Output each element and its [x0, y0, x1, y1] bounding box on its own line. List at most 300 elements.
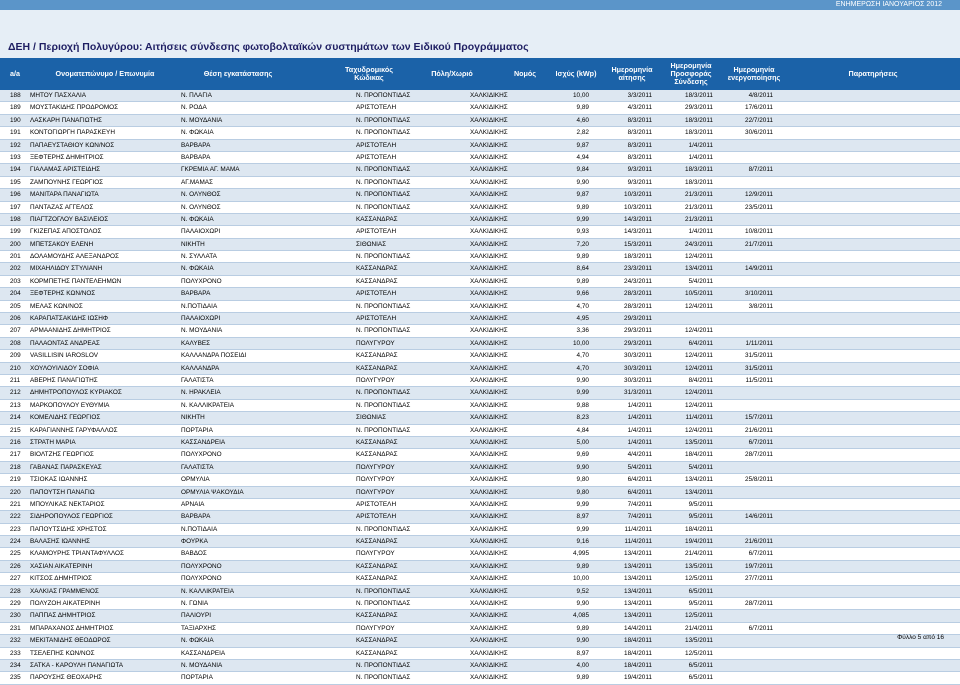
cell-name: ΚΑΡΑΓΙΑΝΝΗΣ ΓΑΡΥΦΑΛΛΟΣ	[30, 426, 118, 434]
cell-name: ΜΑΝΙΤΑΡΑ ΠΑΝΑΓΙΩΤΑ	[30, 191, 99, 199]
cell-prefecture: ΧΑΛΚΙΔΙΚΗΣ	[470, 401, 508, 409]
cell-offer-date: 6/5/2011	[688, 587, 713, 595]
cell-name: ΧΑΣΙΑΝ ΑΙΚΑΤΕΡΙΝΗ	[30, 562, 93, 570]
cell-site: ΠΑΛΑΙΟΧΩΡΙ	[181, 228, 221, 236]
cell-site: ΚΑΣΣΑΝΔΡΕΙΑ	[181, 438, 226, 446]
cell-prefecture: ΧΑΛΚΙΔΙΚΗΣ	[470, 178, 508, 186]
cell-city: Ν. ΠΡΟΠΟΝΤΙΔΑΣ	[356, 116, 411, 124]
cell-aa: 209	[10, 352, 21, 360]
cell-prefecture: ΧΑΛΚΙΔΙΚΗΣ	[470, 141, 508, 149]
cell-site: ΑΡΝΑΙΑ	[181, 500, 205, 508]
cell-aa: 206	[10, 315, 21, 323]
cell-offer-date: 21/4/2011	[685, 624, 713, 632]
cell-power: 4,995	[573, 550, 589, 558]
cell-power: 10,00	[573, 92, 589, 99]
cell-name: ΚΑΡΑΠΑΤΣΑΚΙΔΗΣ ΙΩΣΗΦ	[30, 315, 108, 323]
cell-app-date: 6/4/2011	[627, 488, 652, 496]
cell-prefecture: ΧΑΛΚΙΔΙΚΗΣ	[470, 451, 508, 459]
cell-site: Ν.ΠΟΤΙΔΑΙΑ	[181, 302, 218, 310]
cell-prefecture: ΧΑΛΚΙΔΙΚΗΣ	[470, 513, 508, 521]
cell-power: 9,16	[576, 538, 589, 546]
cell-activation-date: 23/5/2011	[745, 203, 773, 211]
cell-prefecture: ΧΑΛΚΙΔΙΚΗΣ	[470, 562, 508, 570]
cell-aa: 188	[10, 92, 21, 99]
cell-prefecture: ΧΑΛΚΙΔΙΚΗΣ	[470, 215, 508, 223]
cell-offer-date: 12/4/2011	[685, 401, 713, 409]
cell-app-date: 28/3/2011	[624, 290, 652, 298]
table-row	[0, 474, 960, 486]
cell-app-date: 14/4/2011	[624, 624, 652, 632]
cell-power: 4,085	[573, 612, 589, 620]
cell-name: ΞΕΦΤΕΡΗΣ ΔΗΜΗΤΡΙΟΣ	[30, 153, 104, 161]
cell-activation-date: 6/7/2011	[748, 438, 773, 446]
cell-offer-date: 18/3/2011	[685, 116, 713, 124]
cell-power: 9,89	[576, 624, 589, 632]
cell-prefecture: ΧΑΛΚΙΔΙΚΗΣ	[470, 265, 508, 273]
cell-power: 9,89	[576, 562, 589, 570]
cell-prefecture: ΧΑΛΚΙΔΙΚΗΣ	[470, 624, 508, 632]
cell-city: ΚΑΣΣΑΝΔΡΑΣ	[356, 637, 398, 645]
cell-site: ΚΑΛΥΒΕΣ	[181, 339, 211, 347]
cell-aa: 200	[10, 240, 21, 248]
cell-aa: 218	[10, 463, 21, 471]
cell-site: Ν. ΜΟΥΔΑΝΙΑ	[181, 327, 223, 335]
table-row	[0, 363, 960, 375]
cell-app-date: 29/3/2011	[624, 327, 652, 335]
table-row	[0, 115, 960, 127]
cell-site: ΚΑΣΣΑΝΔΡΕΙΑ	[181, 649, 226, 657]
cell-power: 8,97	[576, 513, 589, 521]
cell-aa: 194	[10, 166, 21, 174]
cell-app-date: 18/4/2011	[624, 661, 652, 669]
cell-prefecture: ΧΑΛΚΙΔΙΚΗΣ	[470, 290, 508, 298]
cell-site: Ν. ΚΑΛΛΙΚΡΑΤΕΙΑ	[181, 401, 235, 409]
cell-activation-date: 8/7/2011	[748, 166, 773, 174]
cell-aa: 225	[10, 550, 21, 558]
table-row	[0, 400, 960, 412]
table-row	[0, 586, 960, 598]
cell-aa: 192	[10, 141, 21, 149]
header-app-date: Ημερομηνία αίτησης	[611, 65, 653, 82]
header-prefecture: Νομός	[513, 69, 537, 78]
cell-prefecture: ΧΑΛΚΙΔΙΚΗΣ	[470, 538, 508, 546]
cell-city: ΠΟΛΥΓΥΡΟΥ	[356, 376, 395, 384]
cell-prefecture: ΧΑΛΚΙΔΙΚΗΣ	[470, 153, 508, 161]
cell-name: ΓΚΙΖΕΠΑΣ ΑΠΟΣΤΟΛΟΣ	[30, 228, 102, 236]
cell-name: ΔΗΜΗΤΡΟΠΟΥΛΟΣ ΚΥΡΙΑΚΟΣ	[30, 389, 122, 397]
cell-site: ΝΙΚΗΤΗ	[181, 414, 205, 422]
cell-offer-date: 1/4/2011	[688, 228, 713, 236]
cell-prefecture: ΧΑΛΚΙΔΙΚΗΣ	[470, 649, 508, 657]
cell-name: ΓΙΑΛΑΜΑΣ ΑΡΙΣΤΕΙΔΗΣ	[30, 166, 101, 174]
cell-offer-date: 18/3/2011	[685, 166, 713, 174]
cell-offer-date: 21/3/2011	[685, 215, 713, 223]
cell-prefecture: ΧΑΛΚΙΔΙΚΗΣ	[470, 550, 508, 558]
table-row	[0, 189, 960, 201]
cell-offer-date: 12/5/2011	[685, 649, 713, 657]
cell-city: Ν. ΠΡΟΠΟΝΤΙΔΑΣ	[356, 166, 411, 174]
cell-aa: 195	[10, 178, 21, 186]
cell-offer-date: 21/3/2011	[685, 203, 713, 211]
cell-activation-date: 6/7/2011	[748, 550, 773, 558]
cell-city: Ν. ΠΡΟΠΟΝΤΙΔΑΣ	[356, 92, 411, 99]
cell-name: ΒΑΛΑΣΗΣ ΙΩΑΝΝΗΣ	[30, 538, 90, 546]
cell-prefecture: ΧΑΛΚΙΔΙΚΗΣ	[470, 339, 508, 347]
cell-name: ΜΠΟΥΛΙΚΑΣ ΝΕΚΤΑΡΙΟΣ	[30, 500, 105, 508]
cell-city: ΠΟΛΥΓΥΡΟΥ	[356, 488, 395, 496]
cell-prefecture: ΧΑΛΚΙΔΙΚΗΣ	[470, 203, 508, 211]
cell-app-date: 1/4/2011	[627, 401, 652, 409]
cell-offer-date: 13/4/2011	[685, 488, 713, 496]
cell-prefecture: ΧΑΛΚΙΔΙΚΗΣ	[470, 525, 508, 533]
header-activation-date: Ημερομηνία ενεργοποίησης	[727, 65, 781, 82]
cell-site: ΒΑΒΔΟΣ	[181, 550, 207, 558]
cell-aa: 221	[10, 500, 21, 508]
cell-app-date: 18/4/2011	[624, 637, 652, 645]
table-row	[0, 425, 960, 437]
cell-offer-date: 12/4/2011	[685, 352, 713, 360]
table-row	[0, 164, 960, 176]
cell-offer-date: 1/4/2011	[688, 141, 713, 149]
cell-offer-date: 18/4/2011	[685, 525, 713, 533]
cell-app-date: 28/3/2011	[624, 302, 652, 310]
cell-name: ΧΟΥΛΟΥΙΛΙΔΟΥ ΣΟΦΙΑ	[30, 364, 99, 372]
cell-activation-date: 22/7/2011	[745, 116, 773, 124]
cell-activation-date: 28/7/2011	[745, 600, 773, 608]
cell-activation-date: 11/5/2011	[745, 376, 773, 384]
cell-power: 9,80	[576, 476, 589, 484]
cell-offer-date: 9/5/2011	[688, 513, 713, 521]
header-remarks: Παρατηρήσεις	[848, 69, 898, 78]
title-band	[0, 10, 960, 58]
cell-city: ΚΑΣΣΑΝΔΡΑΣ	[356, 438, 398, 446]
cell-prefecture: ΧΑΛΚΙΔΙΚΗΣ	[470, 104, 508, 112]
cell-power: 3,36	[576, 327, 589, 335]
cell-name: ΜΟΥΣΤΑΚΙΔΗΣ ΠΡΟΔΡΟΜΟΣ	[30, 104, 119, 112]
table-row	[0, 214, 960, 226]
cell-activation-date: 14/6/2011	[745, 513, 773, 521]
cell-city: Ν. ΠΡΟΠΟΝΤΙΔΑΣ	[356, 253, 411, 261]
cell-activation-date: 3/8/2011	[748, 302, 773, 310]
cell-prefecture: ΧΑΛΚΙΔΙΚΗΣ	[470, 376, 508, 384]
cell-power: 4,70	[576, 364, 589, 372]
cell-site: Ν. ΦΩΚΑΙΑ	[181, 215, 214, 223]
table-row	[0, 437, 960, 449]
cell-site: ΠΑΛΑΙΟΧΩΡΙ	[181, 315, 221, 323]
cell-activation-date: 30/6/2011	[745, 129, 773, 137]
cell-app-date: 13/4/2011	[624, 575, 652, 583]
cell-city: ΚΑΣΣΑΝΔΡΑΣ	[356, 575, 398, 583]
cell-prefecture: ΧΑΛΚΙΔΙΚΗΣ	[470, 364, 508, 372]
cell-prefecture: ΧΑΛΚΙΔΙΚΗΣ	[470, 476, 508, 484]
table-row	[0, 313, 960, 325]
cell-city: ΚΑΣΣΑΝΔΡΑΣ	[356, 277, 398, 285]
cell-power: 9,87	[576, 191, 589, 199]
cell-power: 9,89	[576, 203, 589, 211]
cell-site: Ν. ΦΩΚΑΙΑ	[181, 637, 214, 645]
cell-name: ΓΑΒΑΝΑΣ ΠΑΡΑΣΚΕΥΑΣ	[30, 463, 102, 471]
cell-city: ΑΡΙΣΤΟΤΕΛΗ	[356, 315, 397, 323]
cell-prefecture: ΧΑΛΚΙΔΙΚΗΣ	[470, 302, 508, 310]
cell-prefecture: ΧΑΛΚΙΔΙΚΗΣ	[470, 92, 508, 99]
cell-power: 9,99	[576, 500, 589, 508]
cell-app-date: 4/3/2011	[627, 104, 652, 112]
table-row	[0, 462, 960, 474]
table-row	[0, 177, 960, 189]
cell-offer-date: 12/4/2011	[685, 389, 713, 397]
cell-aa: 210	[10, 364, 21, 372]
cell-prefecture: ΧΑΛΚΙΔΙΚΗΣ	[470, 240, 508, 248]
header-postal: Ταχυδρομικός Κώδικας	[344, 65, 394, 82]
table-row	[0, 449, 960, 461]
cell-city: ΑΡΙΣΤΟΤΕΛΗ	[356, 141, 397, 149]
cell-prefecture: ΧΑΛΚΙΔΙΚΗΣ	[470, 637, 508, 645]
cell-city: ΑΡΙΣΤΟΤΕΛΗ	[356, 104, 397, 112]
cell-site: ΠΑΛΙΟΥΡΙ	[181, 612, 211, 620]
cell-app-date: 7/4/2011	[627, 513, 652, 521]
cell-aa: 211	[10, 376, 21, 384]
table-row	[0, 226, 960, 238]
cell-power: 10,00	[573, 575, 589, 583]
cell-power: 8,23	[576, 414, 589, 422]
cell-power: 9,69	[576, 451, 589, 459]
cell-name: ΠΟΛΥΖΟΗ ΑΙΚΑΤΕΡΙΝΗ	[30, 600, 100, 608]
cell-app-date: 9/3/2011	[627, 178, 652, 186]
cell-prefecture: ΧΑΛΚΙΔΙΚΗΣ	[470, 488, 508, 496]
table-row	[0, 301, 960, 313]
cell-prefecture: ΧΑΛΚΙΔΙΚΗΣ	[470, 612, 508, 620]
header-name: Ονοματεπώνυμο / Επωνυμία	[55, 69, 155, 78]
cell-offer-date: 6/5/2011	[688, 674, 713, 682]
cell-city: Ν. ΠΡΟΠΟΝΤΙΔΑΣ	[356, 129, 411, 137]
table-body	[0, 90, 960, 685]
header-site: Θέση εγκατάστασης	[203, 69, 273, 78]
cell-city: ΠΟΛΥΓΥΡΟΥ	[356, 550, 395, 558]
cell-city: Ν. ΠΡΟΠΟΝΤΙΔΑΣ	[356, 327, 411, 335]
cell-power: 4,84	[576, 426, 589, 434]
cell-site: ΠΟΛΥΧΡΟΝΟ	[181, 575, 222, 583]
cell-app-date: 4/4/2011	[627, 451, 652, 459]
cell-city: ΚΑΣΣΑΝΔΡΑΣ	[356, 215, 398, 223]
cell-city: Ν. ΠΡΟΠΟΝΤΙΔΑΣ	[356, 389, 411, 397]
cell-prefecture: ΧΑΛΚΙΔΙΚΗΣ	[470, 228, 508, 236]
cell-aa: 228	[10, 587, 21, 595]
cell-name: ΠΑΠΟΥΤΣΗ ΠΑΝΑΓΙΩ	[30, 488, 95, 496]
cell-offer-date: 18/3/2011	[685, 92, 713, 99]
header-power: Ισχύς (kWp)	[555, 69, 597, 78]
cell-app-date: 18/4/2011	[624, 649, 652, 657]
cell-power: 9,90	[576, 376, 589, 384]
cell-activation-date: 27/7/2011	[745, 575, 773, 583]
cell-site: ΟΡΜΥΛΙΑ ΨΑΚΟΥΔΙΑ	[181, 488, 244, 496]
cell-activation-date: 19/7/2011	[745, 562, 773, 570]
cell-activation-date: 15/7/2011	[745, 414, 773, 422]
cell-activation-date: 3/10/2011	[745, 290, 773, 298]
cell-city: Ν. ΠΡΟΠΟΝΤΙΔΑΣ	[356, 525, 411, 533]
table-row	[0, 325, 960, 337]
cell-aa: 198	[10, 215, 21, 223]
cell-app-date: 13/4/2011	[624, 550, 652, 558]
cell-site: ΑΓ.ΜΑΜΑΣ	[181, 178, 213, 186]
cell-site: ΓΑΛΑΤΙΣΤΑ	[181, 463, 214, 471]
cell-prefecture: ΧΑΛΚΙΔΙΚΗΣ	[470, 600, 508, 608]
cell-app-date: 5/4/2011	[627, 463, 652, 471]
cell-site: Ν. ΠΛΑΓΙΑ	[181, 92, 212, 99]
cell-name: ΠΑΡΟΥΣΗΣ ΘΕΟΧΑΡΗΣ	[30, 674, 103, 682]
cell-name: ΜΕΛΑΣ ΚΩΝ/ΝΟΣ	[30, 302, 83, 310]
cell-aa: 201	[10, 253, 21, 261]
table-row	[0, 288, 960, 300]
cell-offer-date: 18/3/2011	[685, 129, 713, 137]
cell-app-date: 3/3/2011	[627, 92, 652, 99]
cell-power: 9,89	[576, 674, 589, 682]
cell-city: ΑΡΙΣΤΟΤΕΛΗ	[356, 500, 397, 508]
table-row	[0, 127, 960, 139]
cell-aa: 235	[10, 674, 21, 682]
table-row	[0, 511, 960, 523]
cell-city: ΑΡΙΣΤΟΤΕΛΗ	[356, 290, 397, 298]
cell-aa: 196	[10, 191, 21, 199]
cell-offer-date: 12/5/2011	[685, 575, 713, 583]
cell-app-date: 29/3/2011	[624, 315, 652, 323]
cell-site: ΤΑΞΙΑΡΧΗΣ	[181, 624, 216, 632]
cell-activation-date: 6/7/2011	[748, 624, 773, 632]
cell-app-date: 29/3/2011	[624, 339, 652, 347]
cell-name: ΧΑΛΚΙΑΣ ΓΡΑΜΜΕΝΟΣ	[30, 587, 99, 595]
table-row	[0, 610, 960, 622]
cell-prefecture: ΧΑΛΚΙΔΙΚΗΣ	[470, 500, 508, 508]
cell-offer-date: 18/3/2011	[685, 178, 713, 186]
cell-aa: 217	[10, 451, 21, 459]
table-row	[0, 140, 960, 152]
cell-power: 9,99	[576, 389, 589, 397]
cell-prefecture: ΧΑΛΚΙΔΙΚΗΣ	[470, 587, 508, 595]
cell-app-date: 18/3/2011	[624, 253, 652, 261]
cell-name: ΚΟΝΤΟΓΙΩΡΓΗ ΠΑΡΑΣΚΕΥΗ	[30, 129, 115, 137]
table-row	[0, 524, 960, 536]
cell-offer-date: 10/5/2011	[685, 290, 713, 298]
cell-app-date: 10/3/2011	[624, 203, 652, 211]
cell-city: Ν. ΠΡΟΠΟΝΤΙΔΑΣ	[356, 191, 411, 199]
cell-city: ΠΟΛΥΓΥΡΟΥ	[356, 624, 395, 632]
cell-site: ΓΑΛΑΤΙΣΤΑ	[181, 376, 214, 384]
cell-site: Ν. ΣΥΛΛΑΤΑ	[181, 253, 217, 261]
cell-city: Ν. ΠΡΟΠΟΝΤΙΔΑΣ	[356, 600, 411, 608]
table-row	[0, 102, 960, 114]
cell-aa: 204	[10, 290, 21, 298]
cell-name: ΚΛΑΜΟΥΡΗΣ ΤΡΙΑΝΤΑΦΥΛΛΟΣ	[30, 550, 124, 558]
cell-aa: 232	[10, 637, 21, 645]
cell-offer-date: 18/4/2011	[685, 451, 713, 459]
cell-aa: 226	[10, 562, 21, 570]
table-row	[0, 672, 960, 684]
cell-site: ΒΑΡΒΑΡΑ	[181, 290, 211, 298]
cell-city: ΚΑΣΣΑΝΔΡΑΣ	[356, 649, 398, 657]
cell-power: 4,70	[576, 302, 589, 310]
cell-aa: 222	[10, 513, 21, 521]
table-row	[0, 623, 960, 635]
cell-site: ΒΑΡΒΑΡΑ	[181, 153, 211, 161]
cell-name: ΚΟΡΜΠΕΤΗΣ ΠΑΝΤΕΛΕΗΜΩΝ	[30, 277, 122, 285]
cell-prefecture: ΧΑΛΚΙΔΙΚΗΣ	[470, 463, 508, 471]
cell-aa: 224	[10, 538, 21, 546]
cell-aa: 216	[10, 438, 21, 446]
cell-aa: 191	[10, 129, 21, 137]
cell-app-date: 1/4/2011	[627, 438, 652, 446]
cell-offer-date: 12/5/2011	[685, 612, 713, 620]
table-row	[0, 375, 960, 387]
table-row	[0, 536, 960, 548]
table-row	[0, 276, 960, 288]
cell-site: ΠΟΛΥΧΡΟΝΟ	[181, 277, 222, 285]
cell-power: 5,00	[576, 438, 589, 446]
cell-app-date: 1/4/2011	[627, 426, 652, 434]
cell-site: ΝΙΚΗΤΗ	[181, 240, 205, 248]
cell-city: ΚΑΣΣΑΝΔΡΑΣ	[356, 364, 398, 372]
cell-power: 10,00	[573, 339, 589, 347]
cell-aa: 205	[10, 302, 21, 310]
cell-prefecture: ΧΑΛΚΙΔΙΚΗΣ	[470, 315, 508, 323]
cell-activation-date: 31/5/2011	[745, 364, 773, 372]
update-label: ΕΝΗΜΕΡΩΣΗ ΙΑΝΟΥΑΡΙΟΣ 2012	[835, 1, 942, 8]
cell-app-date: 19/4/2011	[624, 674, 652, 682]
cell-site: Ν. ΦΩΚΑΙΑ	[181, 129, 214, 137]
cell-prefecture: ΧΑΛΚΙΔΙΚΗΣ	[470, 352, 508, 360]
cell-site: Ν. ΓΩΝΙΑ	[181, 600, 209, 608]
cell-offer-date: 21/3/2011	[685, 191, 713, 199]
cell-app-date: 7/4/2011	[627, 500, 652, 508]
cell-app-date: 13/4/2011	[624, 612, 652, 620]
cell-offer-date: 9/5/2011	[688, 600, 713, 608]
cell-offer-date: 13/4/2011	[685, 265, 713, 273]
cell-city: ΑΡΙΣΤΟΤΕΛΗ	[356, 513, 397, 521]
cell-app-date: 1/4/2011	[627, 414, 652, 422]
cell-power: 4,60	[576, 116, 589, 124]
cell-name: ΠΙΑΓΤΖΟΓΛΟΥ ΒΑΣΙΛΕΙΟΣ	[30, 215, 109, 223]
table-row	[0, 598, 960, 610]
table-row	[0, 548, 960, 560]
page-footer: Φύλλο 5 από 16	[897, 634, 944, 641]
cell-offer-date: 24/3/2011	[685, 240, 713, 248]
cell-power: 9,89	[576, 104, 589, 112]
cell-name: ΠΑΝΤΑΖΑΣ ΑΓΓΕΛΟΣ	[30, 203, 94, 211]
cell-prefecture: ΧΑΛΚΙΔΙΚΗΣ	[470, 277, 508, 285]
cell-prefecture: ΧΑΛΚΙΔΙΚΗΣ	[470, 191, 508, 199]
cell-activation-date: 4/8/2011	[748, 92, 773, 99]
cell-aa: 199	[10, 228, 21, 236]
table-header	[0, 58, 960, 90]
cell-power: 7,20	[576, 240, 589, 248]
cell-city: ΚΑΣΣΑΝΔΡΑΣ	[356, 538, 398, 546]
cell-power: 9,84	[576, 166, 589, 174]
header-city: Πόλη/Χωριό	[431, 69, 473, 78]
cell-site: Ν. ΜΟΥΔΑΝΙΑ	[181, 661, 223, 669]
cell-aa: 189	[10, 104, 21, 112]
cell-name: ΔΟΛΑΜΟΥΔΗΣ ΑΛΕΞΑΝΔΡΟΣ	[30, 253, 119, 261]
cell-aa: 208	[10, 339, 21, 347]
cell-site: Ν.ΠΟΤΙΔΑΙΑ	[181, 525, 218, 533]
cell-city: Ν. ΠΡΟΠΟΝΤΙΔΑΣ	[356, 661, 411, 669]
cell-power: 8,64	[576, 265, 589, 273]
cell-app-date: 14/3/2011	[624, 228, 652, 236]
cell-offer-date: 5/4/2011	[688, 463, 713, 471]
cell-prefecture: ΧΑΛΚΙΔΙΚΗΣ	[470, 426, 508, 434]
table-row	[0, 648, 960, 660]
cell-city: Ν. ΠΡΟΠΟΝΤΙΔΑΣ	[356, 587, 411, 595]
cell-aa: 193	[10, 153, 21, 161]
cell-city: ΚΑΣΣΑΝΔΡΑΣ	[356, 265, 398, 273]
cell-name: ΜΠΕΤΣΑΚΟΥ ΕΛΕΝΗ	[30, 240, 94, 248]
